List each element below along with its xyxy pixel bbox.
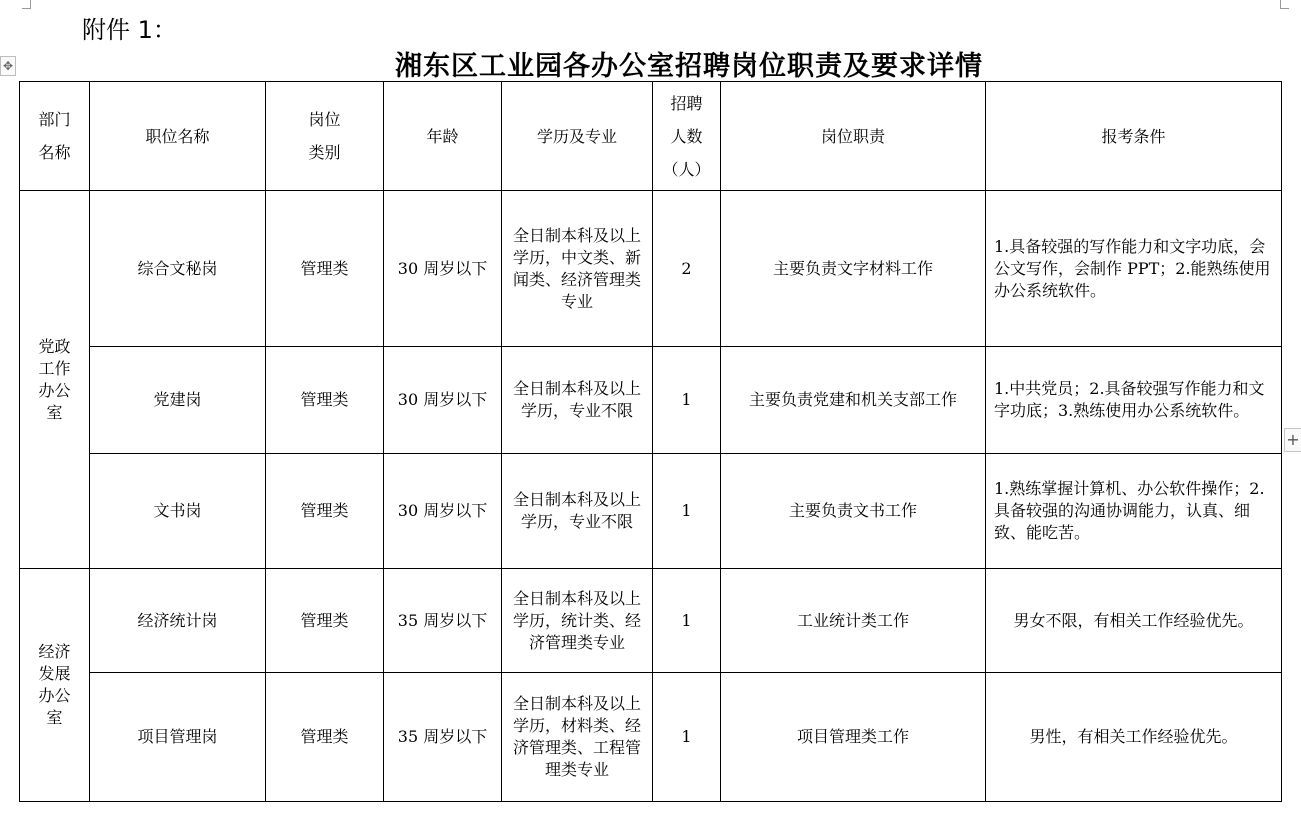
duties-cell: 工业统计类工作 [721, 569, 986, 673]
duties-cell: 主要负责文书工作 [721, 454, 986, 569]
table-row [20, 347, 1282, 454]
header-dept [20, 82, 90, 191]
header-category-label: 岗位 类别 [308, 110, 341, 162]
education-cell: 全日制本科及以上学历，材料类、经济管理类、工程管理类专业 [502, 673, 653, 802]
dept-name: 党政 工作 办公 室 [38, 336, 71, 422]
recruitment-table [19, 81, 1282, 802]
education-cell: 全日制本科及以上学历，统计类、经济管理类专业 [502, 569, 653, 673]
category-cell: 管理类 [266, 454, 384, 569]
position-cell: 项目管理岗 [90, 673, 266, 802]
position-cell: 综合文秘岗 [90, 191, 266, 347]
header-age: 年龄 [384, 82, 502, 191]
duties-cell: 项目管理类工作 [721, 673, 986, 802]
add-row-icon[interactable]: + [1284, 428, 1301, 452]
dept-cell [20, 191, 90, 569]
header-requirements: 报考条件 [986, 82, 1282, 191]
requirements-cell: 1.中共党员；2.具备较强写作能力和文字功底；3.熟练使用办公系统软件。 [986, 347, 1282, 454]
header-duties: 岗位职责 [721, 82, 986, 191]
category-cell: 管理类 [266, 673, 384, 802]
header-category [266, 82, 384, 191]
table-row [20, 673, 1282, 802]
margin-corner-mark-left [22, 0, 31, 9]
requirements-cell: 1.熟练掌握计算机、办公软件操作；2.具备较强的沟通协调能力，认真、细致、能吃苦。 [986, 454, 1282, 569]
category-cell: 管理类 [266, 191, 384, 347]
education-cell: 全日制本科及以上学历，中文类、新闻类、经济管理类专业 [502, 191, 653, 347]
table-row [20, 191, 1282, 347]
requirements-cell: 1.具备较强的写作能力和文字功底，会公文写作，会制作 PPT；2.能熟练使用办公系统软件。 [986, 191, 1282, 347]
category-cell: 管理类 [266, 347, 384, 454]
count-cell: 2 [653, 191, 721, 347]
requirements-cell: 男性，有相关工作经验优先。 [986, 673, 1282, 802]
count-cell: 1 [653, 673, 721, 802]
age-cell: 30 周岁以下 [384, 191, 502, 347]
education-cell: 全日制本科及以上学历，专业不限 [502, 347, 653, 454]
header-position: 职位名称 [90, 82, 266, 191]
count-cell: 1 [653, 347, 721, 454]
education-cell: 全日制本科及以上学历，专业不限 [502, 454, 653, 569]
table-row [20, 454, 1282, 569]
age-cell: 30 周岁以下 [384, 347, 502, 454]
dept-cell [20, 569, 90, 802]
category-cell: 管理类 [266, 569, 384, 673]
margin-corner-mark-right [1280, 0, 1289, 9]
position-cell: 文书岗 [90, 454, 266, 569]
requirements-cell: 男女不限，有相关工作经验优先。 [986, 569, 1282, 673]
position-cell: 党建岗 [90, 347, 266, 454]
duties-cell: 主要负责文字材料工作 [721, 191, 986, 347]
age-cell: 35 周岁以下 [384, 569, 502, 673]
count-cell: 1 [653, 569, 721, 673]
position-cell: 经济统计岗 [90, 569, 266, 673]
header-count [653, 82, 721, 191]
count-cell: 1 [653, 454, 721, 569]
dept-name: 经济 发展 办公 室 [38, 642, 71, 727]
header-dept-label: 部门 名称 [38, 110, 71, 162]
age-cell: 30 周岁以下 [384, 454, 502, 569]
table-row [20, 569, 1282, 673]
table-move-handle-icon[interactable]: ✥ [0, 56, 16, 76]
header-count-label: 招聘 人数 （人） [662, 93, 711, 179]
header-education: 学历及专业 [502, 82, 653, 191]
attachment-label: 附件 1： [82, 16, 177, 44]
page-title: 湘东区工业园各办公室招聘岗位职责及要求详情 [395, 51, 983, 82]
duties-cell: 主要负责党建和机关支部工作 [721, 347, 986, 454]
age-cell: 35 周岁以下 [384, 673, 502, 802]
table-header-row [20, 82, 1282, 191]
